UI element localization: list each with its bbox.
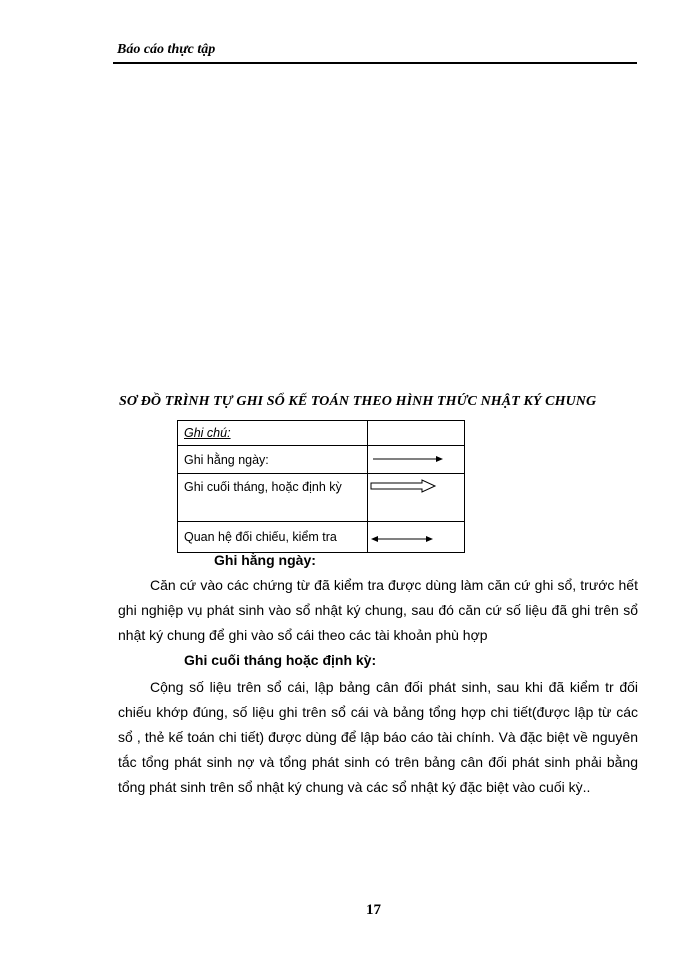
double-arrow-icon [368,522,464,549]
legend-row [178,446,465,474]
daily-heading: Ghi hằng ngày: [214,552,316,568]
header-rule [113,62,637,64]
legend-table [177,420,465,553]
legend-heading: Ghi chú: [184,426,231,440]
legend-label: Ghi cuối tháng, hoặc định kỳ [178,474,368,522]
periodic-paragraph: Cộng số liệu trên sổ cái, lập bảng cân đối phát sinh, sau khi đã kiểm tr đối chiếu khớp đúng, số liệu ghi trên sổ cái và bảng tổng hợp chi tiết(được lập từ các sổ , thẻ kế toán chi tiết) được dùng để lập báo cáo tài chính. Và đặc biệt về nguyên tắc tổng phát sinh nợ và tổng phát sinh có trên bảng cân đối phát sinh phải bằng tổng phát sinh trên sổ nhật ký chung và các sổ nhật ký đặc biệt vào cuối kỳ.. [118,679,638,795]
legend-row [178,474,465,522]
page-number: 17 [366,902,381,918]
legend-heading-row [178,421,465,446]
legend-label: Quan hệ đối chiếu, kiểm tra [178,522,368,553]
legend-label: Ghi hằng ngày: [178,446,368,474]
legend-symbol-cell [368,474,465,522]
section-title: SƠ ĐỒ TRÌNH TỰ GHI SỔ KẾ TOÁN THEO HÌNH THỨC NHẬT KÝ CHUNG [119,394,597,409]
legend-symbol-cell [368,446,465,474]
legend-symbol-cell [368,522,465,553]
legend-heading-cell [178,421,368,446]
header-title: Báo cáo thực tập [117,42,216,57]
legend-row [178,522,465,553]
periodic-heading: Ghi cuối tháng hoặc định kỳ: [184,652,377,668]
legend-heading-symbol-cell [368,421,465,446]
single-arrow-icon [368,446,464,470]
daily-paragraph: Căn cứ vào các chứng từ đã kiểm tra được dùng làm căn cứ ghi sổ, trước hết ghi nghiệp vụ phát sinh vào sổ nhật ký chung, sau đó căn cứ số liệu đã ghi trên sổ nhật ký chung để ghi vào sổ cái theo các tài khoản phù hợp [118,577,638,643]
hollow-arrow-icon [368,474,464,498]
